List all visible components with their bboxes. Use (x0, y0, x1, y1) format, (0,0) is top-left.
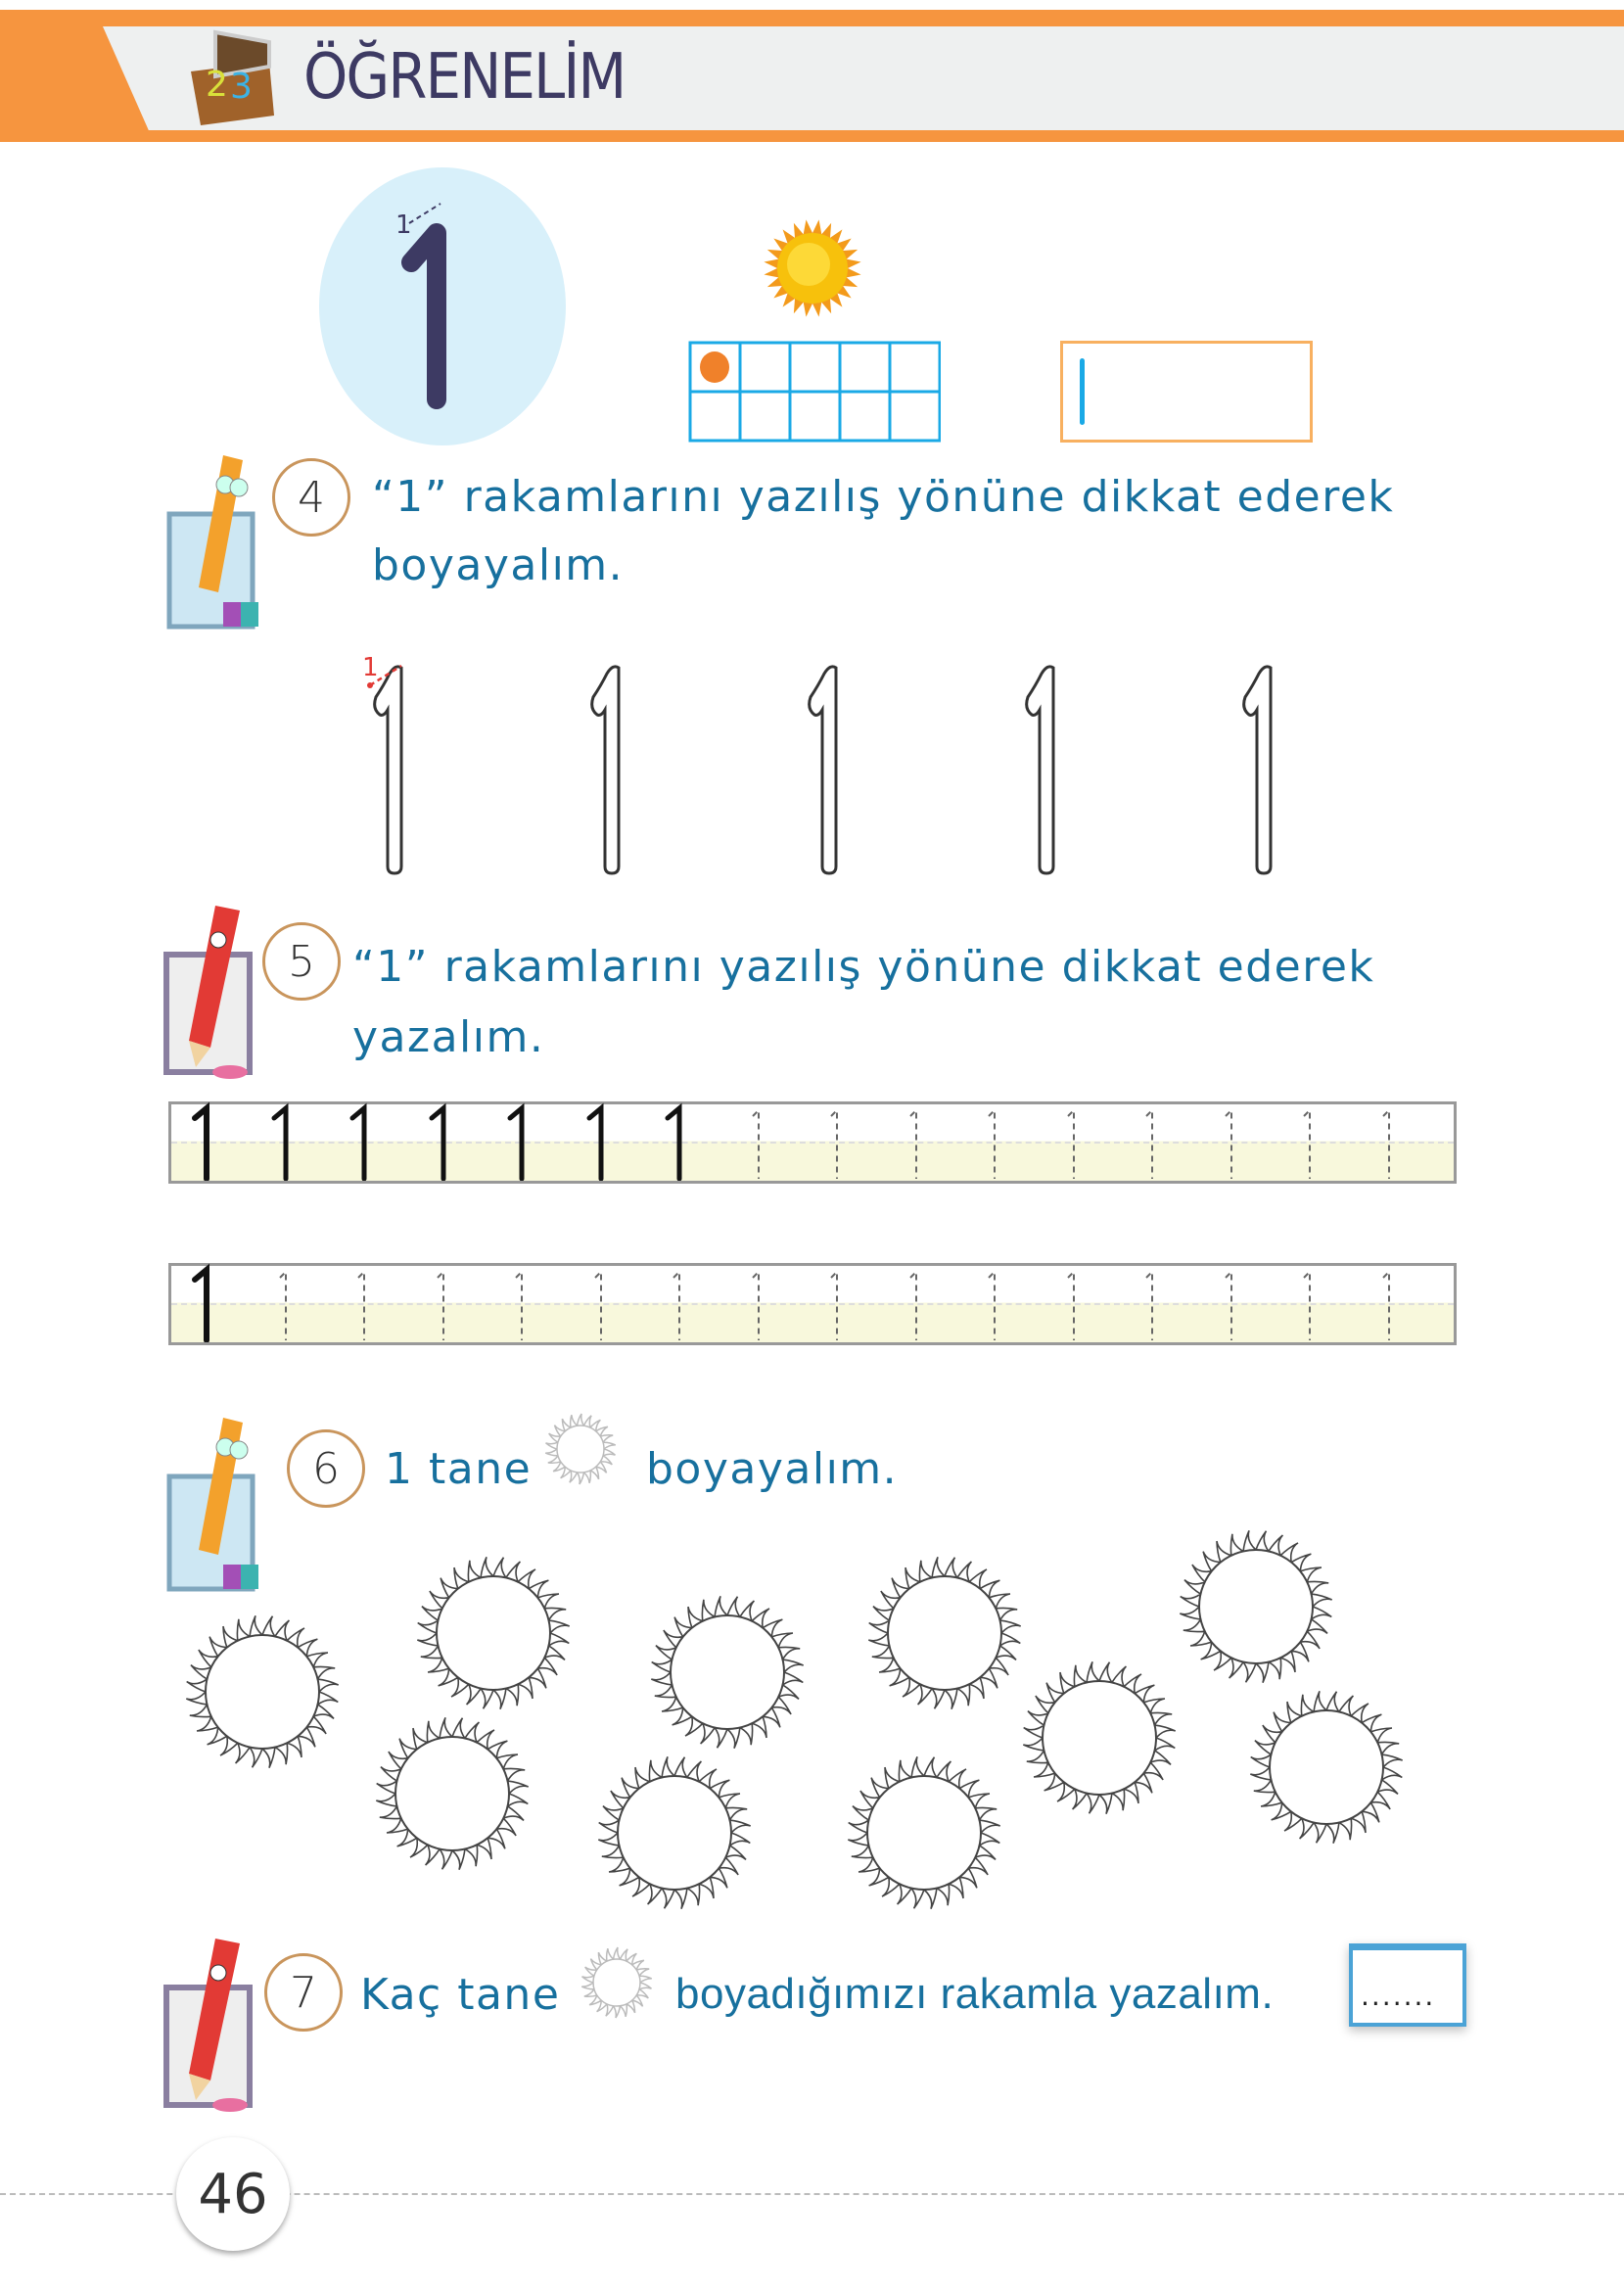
svg-text:2: 2 (206, 65, 228, 105)
ten-frame-cell (740, 343, 790, 392)
dashed-digit-one (1050, 1099, 1090, 1181)
written-digit-one (420, 1099, 459, 1181)
dashed-digit-one (1366, 1260, 1405, 1342)
dashed-digit-one (1208, 1099, 1247, 1181)
item-5-instruction-cont: yazalım. (352, 1012, 545, 1062)
ten-frame-cell (690, 392, 740, 441)
ten-frame (688, 341, 941, 443)
dashed-digit-one (1129, 1099, 1168, 1181)
dashed-digit-one (262, 1260, 302, 1342)
dashed-digit-one (735, 1260, 774, 1342)
item-5-instruction: “1” rakamlarını yazılış yönüne dikkat ederek (352, 942, 1375, 992)
sun-outline-to-color[interactable] (649, 1594, 806, 1751)
item-4-instruction: “1” rakamlarını yazılış yönüne dikkat ederek (372, 472, 1395, 522)
item-number-7: 7 (264, 1953, 343, 2032)
item-number-5: 5 (262, 922, 341, 1001)
item-6-text-after: boyayalım. (646, 1444, 899, 1494)
dashed-digit-one (1286, 1099, 1325, 1181)
ten-frame-cell (890, 392, 940, 441)
ten-frame-cell (840, 392, 890, 441)
sun-outline-to-color[interactable] (1248, 1689, 1405, 1846)
written-digit-one (498, 1099, 537, 1181)
item-number-6: 6 (287, 1429, 365, 1508)
page-title: ÖĞRENELİM (303, 41, 626, 114)
crayon-mascot-icon (164, 445, 267, 636)
trace-ones-area (0, 636, 1624, 881)
dashed-digit-one (813, 1099, 853, 1181)
dashed-digit-one (735, 1099, 774, 1181)
ten-frame-cell (790, 343, 840, 392)
dashed-digit-one (1129, 1260, 1168, 1342)
dashed-digit-one (1366, 1099, 1405, 1181)
dashed-digit-one (656, 1260, 695, 1342)
sun-outline-to-color[interactable] (184, 1613, 341, 1770)
trace-digit-one[interactable] (580, 636, 658, 881)
written-digit-one (183, 1260, 222, 1342)
tally-mark (1080, 358, 1085, 425)
tally-box (1060, 341, 1313, 443)
dashed-digit-one (813, 1260, 853, 1342)
pencil-mascot-icon (162, 896, 264, 1082)
dashed-digit-one (578, 1260, 617, 1342)
stroke-order-label: 1 (395, 210, 412, 240)
sun-icon (764, 217, 861, 320)
treasure-chest-icon (176, 27, 294, 130)
item-6-text-before: 1 tane (385, 1444, 533, 1494)
trace-digit-one[interactable] (1014, 636, 1092, 881)
ten-frame-cell (890, 343, 940, 392)
sun-outline-to-color[interactable] (415, 1555, 572, 1711)
dashed-digit-one (498, 1260, 537, 1342)
written-digit-one (656, 1099, 695, 1181)
dashed-digit-one (893, 1099, 932, 1181)
written-digit-one (262, 1099, 302, 1181)
written-digit-one (578, 1099, 617, 1181)
sun-outline-to-color[interactable] (1021, 1660, 1178, 1816)
dashed-digit-one (1208, 1260, 1247, 1342)
item-7-text-after: boyadığımızı rakamla yazalım. (675, 1970, 1275, 2018)
crayon-mascot-icon (164, 1408, 267, 1599)
writing-row-2[interactable] (168, 1263, 1457, 1345)
stroke-start-label: 1 (362, 653, 379, 682)
svg-text:3: 3 (230, 67, 253, 107)
dashed-digit-one (341, 1260, 380, 1342)
sun-outline-icon (543, 1412, 618, 1486)
sun-outline-to-color[interactable] (1178, 1528, 1334, 1685)
counter-dot (700, 351, 729, 383)
sun-outline-to-color[interactable] (374, 1715, 531, 1872)
trace-digit-one[interactable] (797, 636, 875, 881)
trace-digit-one[interactable] (1231, 636, 1310, 881)
sun-outline-to-color[interactable] (596, 1754, 753, 1911)
dashed-digit-one (1286, 1260, 1325, 1342)
pencil-mascot-icon (162, 1929, 264, 2115)
dashed-digit-one (420, 1260, 459, 1342)
dashed-digit-one (1050, 1260, 1090, 1342)
item-7-text-before: Kaç tane (360, 1970, 561, 2020)
page-number: 46 (176, 2137, 290, 2251)
sun-outline-to-color[interactable] (866, 1555, 1023, 1711)
answer-box[interactable]: ....... (1349, 1943, 1466, 2027)
writing-row-1[interactable] (168, 1101, 1457, 1184)
sun-outline-icon (580, 1945, 654, 2020)
digit-one-model (313, 164, 573, 448)
dashed-digit-one (893, 1260, 932, 1342)
dashed-digit-one (971, 1099, 1010, 1181)
written-digit-one (183, 1099, 222, 1181)
dashed-digit-one (971, 1260, 1010, 1342)
ten-frame-cell (790, 392, 840, 441)
written-digit-one (341, 1099, 380, 1181)
ten-frame-cell (840, 343, 890, 392)
sun-outline-to-color[interactable] (846, 1754, 1002, 1911)
item-number-4: 4 (272, 458, 350, 537)
item-4-instruction-cont: boyayalım. (372, 540, 625, 590)
trace-digit-one[interactable] (362, 636, 441, 881)
ten-frame-cell (740, 392, 790, 441)
